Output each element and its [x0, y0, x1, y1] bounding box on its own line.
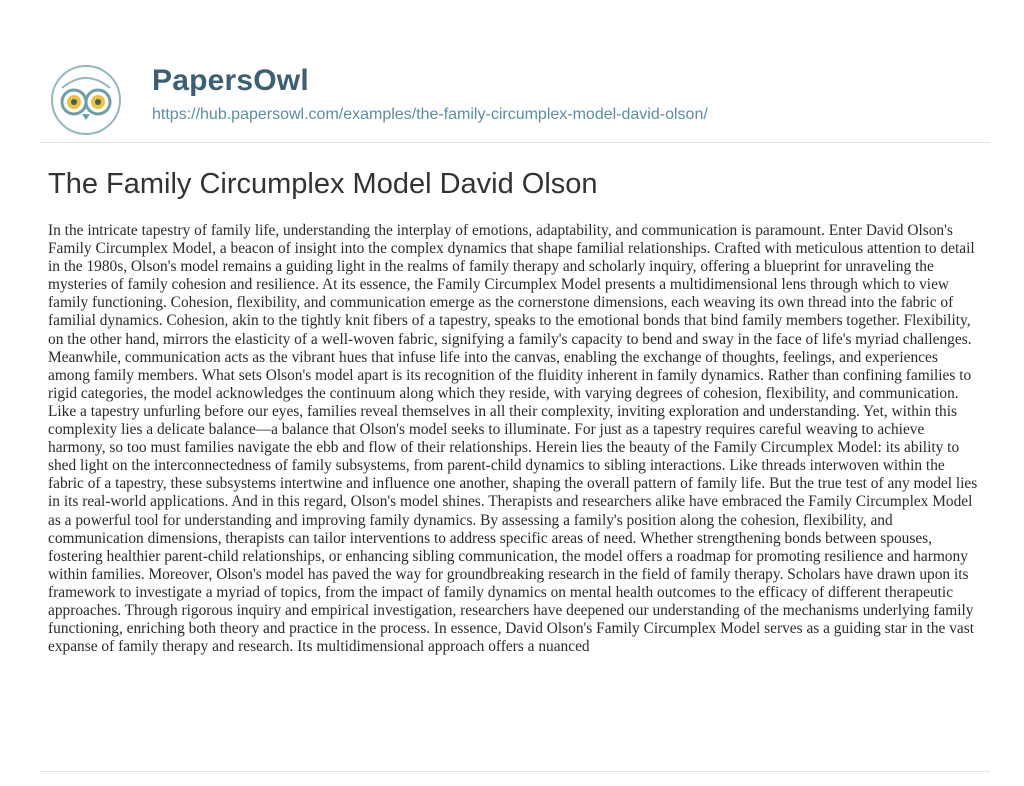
essay-body: In the intricate tapestry of family life, understanding the interplay of emotions, adaptability, and communication is paramount. Enter David Olson's Family Circumplex Model, a beacon of insight into the complex dynamics that shape familial relationships. Crafted with meticulous attention to detail in the 1980s, Olson's model remains a guiding light in the realms of family therapy and scholarly inquiry, offering a blueprint for unraveling the mysteries of family cohesion and resilience. At its essence, the Family Circumplex Model presents a multidimensional lens through which to view family functioning. Cohesion, flexibility, and communication emerge as the cornerstone dimensions, each weaving its own thread into the fabric of familial dynamics. Cohesion, akin to the tightly knit fibers of a tapestry, speaks to the emotional bonds that bind family members together. Flexibility, on the other hand, mirrors the elasticity of a well-woven fabric, signifying a family's capacity to bend and sway in the face of life's myriad challenges. Meanwhile, communication acts as the vibrant hues that infuse life into the canvas, enabling the exchange of thoughts, feelings, and experiences among family members. What sets Olson's model apart is its recognition of the fluidity inherent in family dynamics. Rather than confining families to rigid categories, the model acknowledges the continuum along which they reside, with varying degrees of cohesion, flexibility, and communication. Like a tapestry unfurling before our eyes, families reveal themselves in all their complexity, inviting exploration and understanding. Yet, within this complexity lies a delicate balance—a balance that Olson's model seeks to illuminate. For just as a tapestry requires careful weaving to achieve harmony, so too must families navigate the ebb and flow of their relationships. Herein lies the beauty of the Family Circumplex Model: its ability to shed light on the interconnectedness of family subsystems, from parent-child dynamics to sibling interactions. Like threads interwoven within the fabric of a tapestry, these subsystems intertwine and influence one another, shaping the overall pattern of family life. But the true test of any model lies in its real-world applications. And in this regard, Olson's model shines. Therapists and researchers alike have embraced the Family Circumplex Model as a powerful tool for understanding and improving family dynamics. By assessing a family's position along the cohesion, flexibility, and communication dimensions, therapists can tailor interventions to address specific areas of need. Whether strengthening bonds between spouses, fostering healthier parent-child relationships, or enhancing sibling communication, the model offers a roadmap for promoting resilience and harmony within families. Moreover, Olson's model has paved the way for groundbreaking research in the field of family therapy. Scholars have drawn upon its framework to investigate a myriad of topics, from the impact of family dynamics on mental health outcomes to the efficacy of different therapeutic approaches. Through rigorous inquiry and empirical investigation, researchers have deepened our understanding of the mechanisms underlying family functioning, enriching both theory and practice in the process. In essence, David Olson's Family Circumplex Model serves as a guiding star in the vast expanse of family therapy and research. Its multidimensional approach offers a nuanced — [48, 222, 978, 656]
page-title: The Family Circumplex Model David Olson — [48, 168, 598, 200]
owl-logo-icon — [48, 62, 124, 138]
source-url-link[interactable]: https://hub.papersowl.com/examples/the-family-circumplex-model-david-olson/ — [152, 106, 708, 123]
header — [40, 36, 990, 143]
footer-divider — [40, 771, 990, 772]
brand-name[interactable]: PapersOwl — [152, 64, 309, 97]
